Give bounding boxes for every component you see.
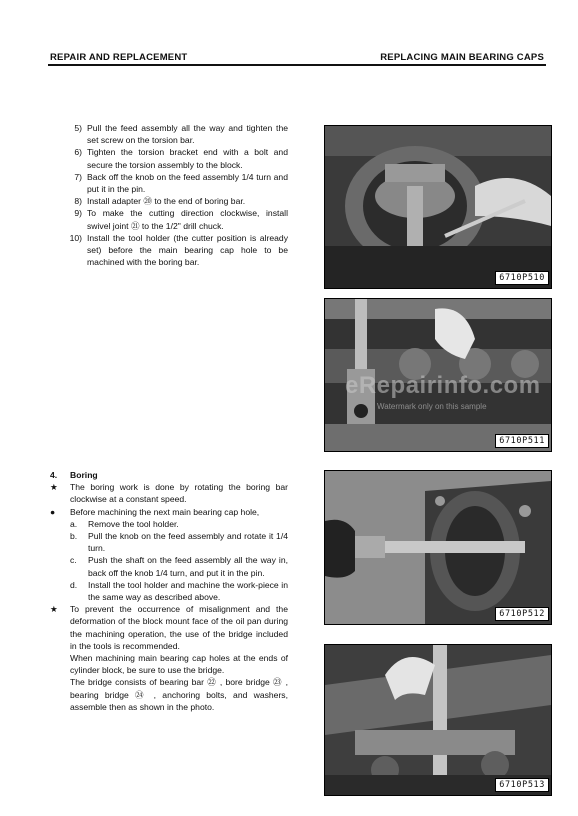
step-text: Back off the knob on the feed assembly 1/4 turn and put it in the pin. xyxy=(87,171,288,195)
sub-step xyxy=(48,554,288,578)
step-item xyxy=(60,195,288,207)
sub-step-text: Pull the knob on the feed assembly and rotate it 1/4 turn. xyxy=(88,531,288,554)
bullet-text: Before machining the next main bearing cap hole, xyxy=(70,506,260,517)
step-item xyxy=(60,146,288,170)
photo-caption: 6710P511 xyxy=(495,434,549,448)
step-number: 5) xyxy=(74,123,82,133)
photo-caption: 6710P513 xyxy=(495,778,549,792)
star-icon: ★ xyxy=(50,482,58,493)
step-number: 8) xyxy=(74,196,82,207)
sub-step-mark: a. xyxy=(70,518,78,529)
photo-caption: 6710P512 xyxy=(495,607,549,621)
bridge-illustration xyxy=(325,645,551,795)
photo-torsion-assembly xyxy=(324,125,552,289)
watermark: eRepairinfo.com xyxy=(345,372,541,399)
step-number: 7) xyxy=(74,171,82,182)
sub-step-text: Install the tool holder and machine the work-piece in the same way as described above. xyxy=(88,579,288,603)
step-number: 10) xyxy=(69,232,82,243)
drill-chuck-illustration xyxy=(325,471,551,624)
step-text: Install the tool holder (the cutter position is already set) before the main bearing cap hole to be machined with the boring bar. xyxy=(87,232,288,268)
step-item xyxy=(60,122,288,146)
step-number: 6) xyxy=(74,147,82,158)
step-text: To make the cutting direction clockwise, install swivel joint ㉑ to the 1/2" drill chuck. xyxy=(87,208,288,231)
watermark-subtext: Watermark only on this sample xyxy=(377,402,487,411)
step-number: 9) xyxy=(74,208,82,219)
step-item xyxy=(60,232,288,269)
step-text: Install adapter ⑳ to the end of boring bar. xyxy=(87,196,246,207)
step-text: Tighten the torsion bracket end with a bolt and secure the torsion assembly to the block. xyxy=(87,147,288,170)
sub-step-text: Push the shaft on the feed assembly all the way in, back off the knob 1/4 turn, and put it in the pin. xyxy=(88,555,288,578)
bullet-icon: ● xyxy=(50,506,56,517)
sub-step xyxy=(48,579,288,603)
photo-caption: 6710P510 xyxy=(495,271,549,285)
sub-step-mark: b. xyxy=(70,531,78,542)
star-icon: ★ xyxy=(50,604,58,615)
bullet-item xyxy=(48,506,288,518)
page-title: REPLACING MAIN BEARING CAPS xyxy=(380,52,544,63)
boring-section xyxy=(48,469,288,713)
sub-step-mark: c. xyxy=(70,555,77,566)
note-text: To prevent the occurrence of misalignment and the deformation of the block mount face of the oil pan during the machining operation, the use of the bridge included in the tools is recommended. xyxy=(70,604,288,651)
note-item xyxy=(48,603,288,652)
note-item xyxy=(48,481,288,505)
step-item xyxy=(60,207,288,231)
step-item xyxy=(60,171,288,195)
photo-drill-chuck xyxy=(324,470,552,625)
paragraph: The bridge consists of bearing bar ㉒ , bore bridge ㉓ , bearing bridge ㉔ , anchoring bolts, and washers, assemble then as shown in the photo. xyxy=(70,677,288,712)
section-title: REPAIR AND REPLACEMENT xyxy=(50,52,188,63)
photo-bridge-assembly xyxy=(324,644,552,796)
steps-list xyxy=(60,122,288,268)
paragraph: When machining main bearing cap holes at the ends of cylinder block, be sure to use the bridge. xyxy=(70,653,288,676)
engine-block-illustration xyxy=(325,126,551,288)
step-text: Pull the feed assembly all the way and tighten the set screw on the torsion bar. xyxy=(87,123,288,146)
sub-step xyxy=(48,530,288,554)
header-rule xyxy=(48,64,546,66)
note-text: The boring work is done by rotating the boring bar clockwise at a constant speed. xyxy=(70,482,288,505)
sub-step-mark: d. xyxy=(70,579,78,590)
boring-heading xyxy=(48,469,288,481)
sub-step-text: Remove the tool holder. xyxy=(88,518,179,529)
sub-step xyxy=(48,518,288,530)
heading-text: Boring xyxy=(70,470,98,480)
heading-number: 4. xyxy=(50,470,58,480)
